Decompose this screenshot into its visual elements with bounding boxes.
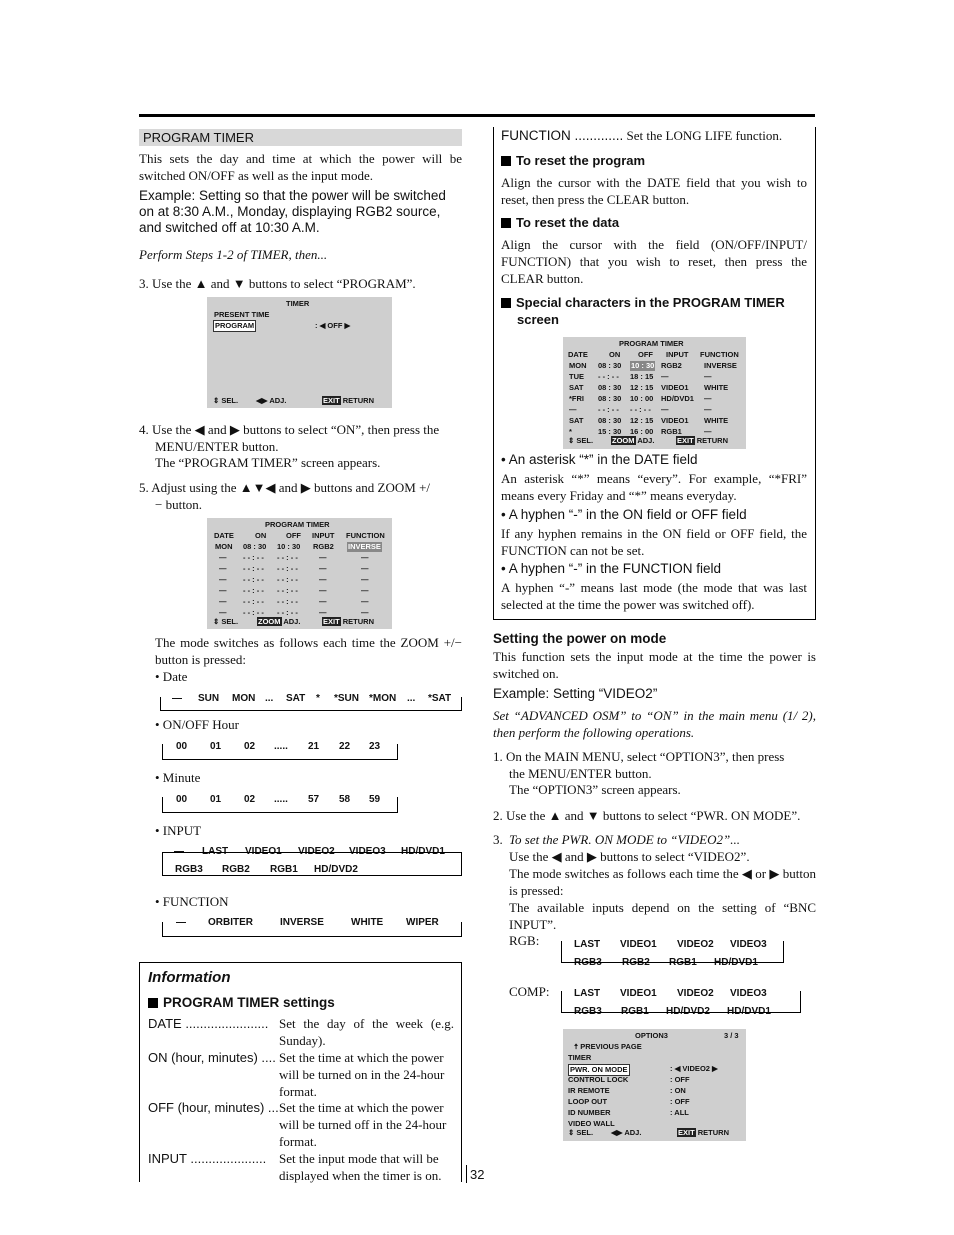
osd-empty-on: - - : - - xyxy=(243,553,264,562)
osd-title: TIMER xyxy=(286,299,310,308)
osd-cell: — xyxy=(704,405,712,414)
cycle-item: *SAT xyxy=(428,693,452,704)
info-desc: Set the day of the week (e.g. Sunday). xyxy=(279,1016,454,1048)
osd-empty-on: - - : - - xyxy=(243,564,264,573)
osd-cell: — xyxy=(661,372,669,381)
section-title: PROGRAM TIMER xyxy=(139,129,462,146)
osd-option-value: : ON xyxy=(670,1086,686,1095)
osd-header-date: DATE xyxy=(214,531,234,540)
osd-cell: SAT xyxy=(569,416,584,425)
osd-option-item: ID NUMBER xyxy=(568,1108,611,1117)
osd-empty-function: — xyxy=(361,586,369,595)
osd-cell: TUE xyxy=(569,372,584,381)
osd-program-item: PROGRAM xyxy=(215,321,255,330)
osd-empty-function: — xyxy=(361,597,369,606)
osd-cell: 12 : 15 xyxy=(630,416,654,425)
cycle-item: 22 xyxy=(339,741,351,752)
osd-empty-input: — xyxy=(319,564,327,573)
osd-empty-date: — xyxy=(219,575,227,584)
osd-option3-screen xyxy=(563,1029,746,1141)
cycle-item: ORBITER xyxy=(208,917,253,928)
minute-cycle-bracket xyxy=(162,797,398,813)
osd-option-item: PWR. ON MODE xyxy=(570,1065,628,1074)
info-desc: Set the time at which the power will be turned off in the 24-hour format. xyxy=(279,1100,447,1149)
osd-sel: ⇕ SEL. xyxy=(213,617,239,626)
osd-empty-input: — xyxy=(319,553,327,562)
power-step-3d: The mode switches as follows each time the ◀ or ▶ button is pressed: xyxy=(509,866,816,898)
square-bullet-icon xyxy=(501,156,511,166)
osd-empty-input: — xyxy=(319,597,327,606)
step-4a: 4. Use the ◀ and ▶ buttons to select “ON”, then press the xyxy=(139,422,440,437)
info-title: Information xyxy=(148,969,231,986)
osd-program-value: : ◀ OFF ▶ xyxy=(315,321,351,330)
comp-cycle-bracket xyxy=(561,991,801,1013)
cycle-item: RGB1 xyxy=(669,957,697,968)
rgb-label: RGB: xyxy=(509,933,540,948)
hyphen-function-text: A hyphen “-” means last mode (the mode that was last selected at the time the power was switched off). xyxy=(501,580,807,612)
rgb-cycle-bracket xyxy=(561,941,784,963)
bullet-date: • Date xyxy=(155,669,188,684)
cycle-item: 02 xyxy=(244,794,256,805)
osd-option-item: CONTROL LOCK xyxy=(568,1075,629,1084)
osd-cell: 08 : 30 xyxy=(598,394,622,403)
osd-previous-page: 🠅 PREVIOUS PAGE xyxy=(574,1042,642,1051)
reset-program-heading: To reset the program xyxy=(501,152,645,169)
osd-cell: — xyxy=(661,405,669,414)
power-step-2: 2. Use the ▲ and ▼ buttons to select “PWR. ON MODE”. xyxy=(493,808,801,823)
info-term: ON (hour, minutes) .... xyxy=(148,1050,276,1065)
osd-cell: 08 : 30 xyxy=(598,361,622,370)
osd-option-value: : OFF xyxy=(670,1097,690,1106)
power-step-3-title: To set the PWR. ON MODE to “VIDEO2”... xyxy=(509,832,740,847)
comp-label: COMP: xyxy=(509,984,550,999)
cycle-item: RGB1 xyxy=(621,1006,649,1017)
step-4b: MENU/ENTER button. xyxy=(155,439,279,454)
osd-title: PROGRAM TIMER xyxy=(265,520,330,529)
cycle-item: VIDEO3 xyxy=(349,846,386,857)
osd-cell: 18 : 15 xyxy=(630,372,654,381)
osd-exit: EXIT RETURN xyxy=(323,617,375,626)
osd-option-item: LOOP OUT xyxy=(568,1097,608,1106)
cycle-item: 59 xyxy=(369,794,381,805)
osd-cell: 08 : 30 xyxy=(598,383,622,392)
osd-cell: VIDEO1 xyxy=(661,383,689,392)
osd-cell: 10 : 30 xyxy=(277,542,301,551)
osd-exit: EXIT RETURN xyxy=(323,396,375,405)
osd-cell: RGB2 xyxy=(313,542,334,551)
info-term: INPUT ..................... xyxy=(148,1151,267,1166)
power-step-3e: The available inputs depend on the setting of “BNC INPUT”. xyxy=(509,900,816,932)
osd-cell: INVERSE xyxy=(704,361,737,370)
cycle-item: RGB2 xyxy=(622,957,650,968)
reset-data-text: Align the cursor with the field (ON/OFF/INPUT/ FUNCTION) that you wish to reset, then press the CLEAR button. xyxy=(501,237,807,286)
square-bullet-icon xyxy=(501,298,511,308)
cycle-item: VIDEO1 xyxy=(620,939,657,950)
date-cycle-bracket xyxy=(160,697,462,711)
function-cycle-bracket xyxy=(162,922,462,937)
cycle-item: MON xyxy=(232,693,256,704)
cycle-item: INVERSE xyxy=(280,917,324,928)
perform-text: Perform Steps 1-2 of TIMER, then... xyxy=(139,247,328,262)
osd-header-date: DATE xyxy=(568,350,588,359)
osd-empty-input: — xyxy=(319,586,327,595)
info-desc: Set the time at which the power will be turned on in the 24-hour format. xyxy=(279,1050,445,1099)
bullet-minute: • Minute xyxy=(155,770,201,785)
osd-cell: — xyxy=(704,394,712,403)
cycle-item: HD/DVD2 xyxy=(666,1006,710,1017)
cycle-item: 01 xyxy=(210,794,222,805)
info-desc: Set the input mode that will be displayed when the timer is on. xyxy=(279,1151,442,1183)
osd-empty-on: - - : - - xyxy=(243,575,264,584)
osd-cell: WHITE xyxy=(704,383,729,392)
cycle-item: HD/DVD2 xyxy=(314,864,358,875)
step-4c: The “PROGRAM TIMER” screen appears. xyxy=(155,455,381,470)
osd-empty-on: - - : - - xyxy=(243,586,264,595)
cycle-item: LAST xyxy=(574,939,601,950)
osd-footer: ⇕ SEL. xyxy=(213,396,239,405)
cycle-item: RGB1 xyxy=(270,864,298,875)
osd-header-input: INPUT xyxy=(666,350,689,359)
cycle-item: LAST xyxy=(202,846,229,857)
power-step-1a: 1. On the MAIN MENU, select “OPTION3”, then press xyxy=(493,749,785,764)
osd-adj: ZOOM ADJ. xyxy=(612,436,655,445)
cycle-item: 02 xyxy=(244,741,256,752)
page-divider xyxy=(466,1165,467,1183)
osd-cell: SAT xyxy=(569,383,584,392)
osd-program-timer-screen xyxy=(207,518,392,629)
osd-option-item: VIDEO WALL xyxy=(568,1119,615,1128)
cycle-item: SAT xyxy=(286,693,306,704)
osd-empty-input: — xyxy=(319,575,327,584)
special-heading: Special characters in the PROGRAM TIMER screen xyxy=(501,294,811,328)
osd-adj: ◀▶ ADJ. xyxy=(611,1128,642,1137)
hour-cycle-bracket xyxy=(162,744,398,760)
cycle-item: 21 xyxy=(308,741,320,752)
osd-empty-function: — xyxy=(361,564,369,573)
bullet-function: • FUNCTION xyxy=(155,894,229,909)
osd-empty-on: - - : - - xyxy=(243,608,264,617)
cycle-item: VIDEO2 xyxy=(677,939,714,950)
osd-option-item: IR REMOTE xyxy=(568,1086,610,1095)
power-step-1b: the MENU/ENTER button. xyxy=(509,766,652,781)
osd-header-off: OFF xyxy=(638,350,653,359)
cycle-item: HD/DVD1 xyxy=(714,957,758,968)
osd-cell: HD/DVD1 xyxy=(661,394,694,403)
osd-empty-function: — xyxy=(361,608,369,617)
cycle-item: VIDEO1 xyxy=(620,988,657,999)
osd-cell: MON xyxy=(215,542,233,551)
osd-empty-input: — xyxy=(319,608,327,617)
osd-cell: RGB2 xyxy=(661,361,682,370)
cycle-item: — xyxy=(174,846,184,857)
osd-empty-off: - - : - - xyxy=(277,608,298,617)
osd-timer-screen xyxy=(207,297,392,408)
asterisk-heading: • An asterisk “*” in the DATE field xyxy=(501,452,698,467)
reset-program-text: Align the cursor with the DATE field that you wish to reset, then press the CLEAR button. xyxy=(501,175,807,207)
cycle-item: — xyxy=(172,693,182,704)
cycle-item: 57 xyxy=(308,794,320,805)
osd-header-function: FUNCTION xyxy=(700,350,739,359)
osd-empty-function: — xyxy=(361,553,369,562)
osd-option-value: : ◀ VIDEO2 ▶ xyxy=(670,1064,718,1073)
cycle-item: SUN xyxy=(198,693,220,704)
osd-option-value: : OFF xyxy=(670,1075,690,1084)
cycle-item: *MON xyxy=(369,693,397,704)
mode-switch-text: The mode switches as follows each time the ZOOM +/− button is pressed: xyxy=(155,635,462,667)
osd-empty-date: — xyxy=(219,608,227,617)
top-rule xyxy=(139,114,815,117)
osd-adj: ZOOM ADJ. xyxy=(258,617,301,626)
power-heading: Setting the power on mode xyxy=(493,631,667,646)
cycle-item: 00 xyxy=(176,741,188,752)
osd-empty-date: — xyxy=(219,564,227,573)
osd-cell: RGB1 xyxy=(661,427,682,436)
osd-empty-date: — xyxy=(219,586,227,595)
cycle-item: VIDEO2 xyxy=(677,988,714,999)
osd-cell-selected: INVERSE xyxy=(348,542,381,551)
asterisk-text: An asterisk “*” means “every”. For example, “*FRI” means every Friday and “*” means everyday. xyxy=(501,471,807,503)
step-5a: 5. Adjust using the ▲▼◀ and ▶ buttons and ZOOM +/ xyxy=(139,480,431,495)
cycle-item: ..... xyxy=(274,741,288,752)
cycle-item: 00 xyxy=(176,794,188,805)
osd-empty-off: - - : - - xyxy=(277,575,298,584)
information-box xyxy=(139,962,462,1182)
power-step-1c: The “OPTION3” screen appears. xyxy=(509,782,681,797)
osd-header-input: INPUT xyxy=(312,531,335,540)
power-example: Example: Setting “VIDEO2” xyxy=(493,686,658,701)
cycle-item: RGB3 xyxy=(574,1006,602,1017)
osd-cell: — xyxy=(704,427,712,436)
osd-cell: - - : - - xyxy=(598,405,619,414)
osd-empty-off: - - : - - xyxy=(277,586,298,595)
osd-header-on: ON xyxy=(255,531,267,540)
cycle-item: HD/DVD1 xyxy=(401,846,445,857)
cycle-item: * xyxy=(316,693,320,704)
osd-empty-date: — xyxy=(219,597,227,606)
hyphen-onoff-heading: • A hyphen “-” in the ON field or OFF field xyxy=(501,507,747,522)
reset-data-heading: To reset the data xyxy=(501,214,619,231)
cycle-item: VIDEO2 xyxy=(298,846,335,857)
cycle-item: ... xyxy=(265,693,274,704)
cycle-item: 01 xyxy=(210,741,222,752)
osd-empty-date: — xyxy=(219,553,227,562)
osd-cell: 16 : 00 xyxy=(630,427,654,436)
osd-special-screen xyxy=(563,337,746,449)
osd-cell: - - : - - xyxy=(630,405,651,414)
osd-adj: ◀▶ ADJ. xyxy=(256,396,287,405)
example-text: Example: Setting so that the power will be switched on at 8:30 A.M., Monday, displaying RGB2 source, and switched off at 10:30 A.M. xyxy=(139,188,446,235)
step-3: 3. Use the ▲ and ▼ buttons to select “PROGRAM”. xyxy=(139,276,416,291)
osd-cell: VIDEO1 xyxy=(661,416,689,425)
osd-title: PROGRAM TIMER xyxy=(619,339,684,348)
cycle-item: — xyxy=(176,917,186,928)
cycle-item: RGB3 xyxy=(574,957,602,968)
cycle-item: VIDEO1 xyxy=(245,846,282,857)
osd-cell: 15 : 30 xyxy=(598,427,622,436)
page-number: 32 xyxy=(470,1167,485,1182)
osd-empty-off: - - : - - xyxy=(277,553,298,562)
cycle-item: ... xyxy=(407,693,416,704)
cycle-item: WHITE xyxy=(351,917,384,928)
cycle-item: RGB3 xyxy=(175,864,203,875)
power-set: Set “ADVANCED OSM” to “ON” in the main menu (1/ 2), then perform the following operations. xyxy=(493,708,816,740)
cycle-item: RGB2 xyxy=(222,864,250,875)
osd-cell: 12 : 15 xyxy=(630,383,654,392)
cycle-item: HD/DVD1 xyxy=(727,1006,771,1017)
cycle-item: VIDEO3 xyxy=(730,988,767,999)
bullet-onoff: • ON/OFF Hour xyxy=(155,717,240,732)
hyphen-onoff-text: If any hyphen remains in the ON field or OFF field, the FUNCTION can not be set. xyxy=(501,526,807,558)
bullet-input: • INPUT xyxy=(155,823,202,838)
osd-page: 3 / 3 xyxy=(724,1031,739,1040)
square-bullet-icon xyxy=(501,218,511,228)
osd-title: OPTION3 xyxy=(635,1031,668,1040)
osd-exit: EXIT RETURN xyxy=(678,1128,730,1137)
cycle-item: ..... xyxy=(274,794,288,805)
osd-cell: * xyxy=(569,427,572,436)
osd-header-off: OFF xyxy=(286,531,301,540)
power-step-3-num: 3. xyxy=(493,832,503,847)
osd-sel: ⇕ SEL. xyxy=(568,436,594,445)
osd-cell: — xyxy=(569,405,577,414)
osd-empty-off: - - : - - xyxy=(277,564,298,573)
osd-cell: - - : - - xyxy=(598,372,619,381)
info-subtitle: PROGRAM TIMER settings xyxy=(148,994,335,1011)
osd-sel: ⇕ SEL. xyxy=(568,1128,594,1137)
osd-cell: 08 : 30 xyxy=(243,542,267,551)
osd-empty-function: — xyxy=(361,575,369,584)
osd-empty-on: - - : - - xyxy=(243,597,264,606)
osd-cell: *FRI xyxy=(569,394,584,403)
cycle-item: 23 xyxy=(369,741,381,752)
cycle-item: 58 xyxy=(339,794,351,805)
osd-cell: 08 : 30 xyxy=(598,416,622,425)
osd-present-time: PRESENT TIME xyxy=(214,310,270,319)
osd-header-on: ON xyxy=(609,350,621,359)
input-cycle-bracket xyxy=(162,852,462,876)
osd-cell: 10 : 30 xyxy=(631,361,655,370)
osd-cell: MON xyxy=(569,361,587,370)
intro-text: This sets the day and time at which the power will be switched ON/OFF as well as the input mode. xyxy=(139,151,462,183)
info-term: DATE ....................... xyxy=(148,1016,269,1031)
cycle-item: *SUN xyxy=(334,693,360,704)
info-term: OFF (hour, minutes) ... xyxy=(148,1100,279,1115)
square-bullet-icon xyxy=(148,998,158,1008)
osd-header-function: FUNCTION xyxy=(346,531,385,540)
step-5b: − button. xyxy=(155,497,203,512)
power-step-3c: Use the ◀ and ▶ buttons to select “VIDEO2”. xyxy=(509,849,750,864)
osd-exit: EXIT RETURN xyxy=(677,436,729,445)
osd-cell: — xyxy=(704,372,712,381)
cycle-item: WIPER xyxy=(406,917,439,928)
osd-cell: WHITE xyxy=(704,416,729,425)
cycle-item: LAST xyxy=(574,988,601,999)
osd-empty-off: - - : - - xyxy=(277,597,298,606)
hyphen-function-heading: • A hyphen “-” in the FUNCTION field xyxy=(501,561,722,576)
power-intro: This function sets the input mode at the time the power is switched on. xyxy=(493,649,816,681)
osd-option-item: TIMER xyxy=(568,1053,592,1062)
function-row: FUNCTION ............. Set the LONG LIFE function. xyxy=(501,128,783,143)
cycle-item: VIDEO3 xyxy=(730,939,767,950)
osd-option-value: : ALL xyxy=(670,1108,689,1117)
osd-cell: 10 : 00 xyxy=(630,394,654,403)
